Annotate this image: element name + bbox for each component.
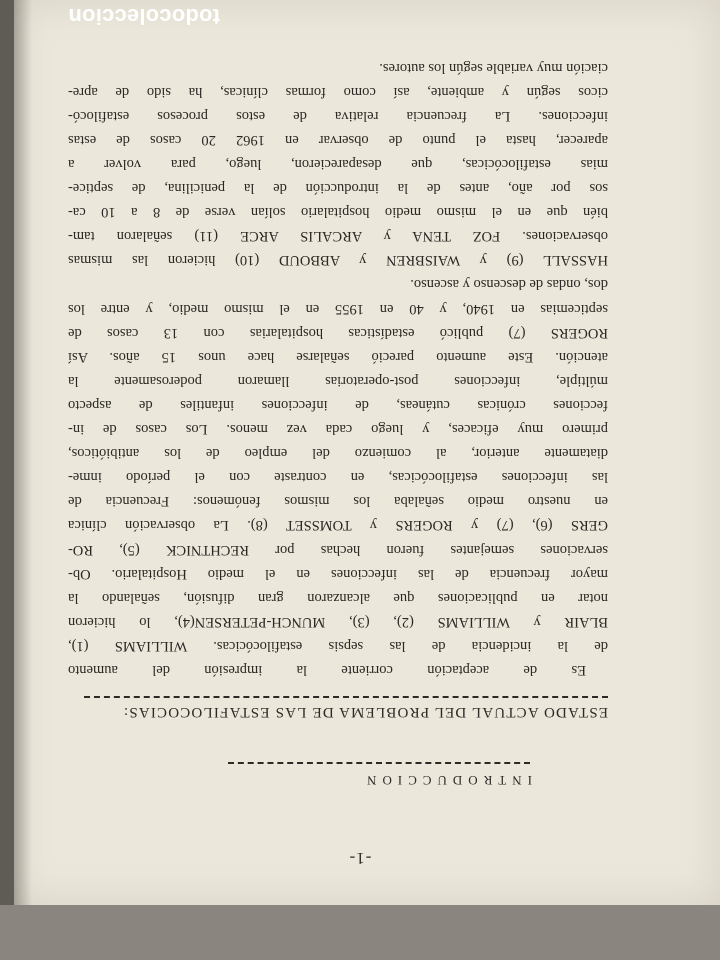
text-line: ROGERS (7) publicó estadísticas hospitalarias con 13 casos de — [68, 324, 608, 341]
text-line: fecciones crónicas cutáneas, de infecciones infantiles de aspecto — [68, 396, 608, 413]
text-line: bién que en el mismo medio hospitalario solían verse de 8 a 10 ca- — [68, 204, 608, 221]
text-line: sos por año, antes de la introducción de la penicilina, de septice- — [68, 180, 608, 197]
text-line: BLAIR y WILLIAMS (2), (3), MUNCH-PETERSEN(4), lo hicieron — [68, 613, 608, 630]
text-line: cicos según y ambiente, así como formas clínicas, ha sido de apre- — [68, 83, 608, 100]
text-line: ciación muy variable según los autores. — [379, 59, 608, 76]
text-line: dos, ondas de descenso y ascenso. — [410, 276, 608, 293]
watermark-logo: todocoleccion — [68, 4, 220, 29]
text-line: primero muy eficaces, y luego cada vez menos. Los casos de in- — [68, 421, 608, 438]
text-line: en nuestro medio señalaba los mismos fenómenos: Frecuencia de — [68, 493, 608, 510]
text-line: de la incidencia de las sepsis estafilocócicas. WILLIAMS (1), — [68, 637, 608, 654]
text-line: mayor frecuencia de las infecciones en el medio Hospitalario. Ob- — [68, 565, 608, 582]
text-line: infecciones. La frecuencia relativa de estos procesos estafilocó- — [68, 107, 608, 124]
text-line: observaciones. FOZ TENA y ARCALIS ARCE (11) señalaron tam- — [68, 228, 608, 245]
text-line: múltiple, infecciones post-operatorias llamaron poderosamente la — [68, 372, 608, 389]
page-number: -1- — [348, 849, 372, 868]
section-title: INTRODUCCION — [361, 773, 532, 788]
text-line: mias estafilocócicas, que desaparecieron, luego, para volver a — [68, 156, 608, 173]
text-line: HASSALL (9) y WAISBREN y ABBOUD (10) hicieron las mismas — [68, 252, 608, 269]
text-line: atención. Este aumento pareció señalarse hace unos 15 años. Así — [68, 348, 608, 365]
subtitle: ESTADO ACTUAL DEL PROBLEMA DE LAS ESTAFILOCOCIAS: — [122, 704, 608, 720]
text-line: diatamente anterior, al comienzo del empleo de los antibióticos, — [68, 445, 608, 462]
text-line: servaciones semejantes fueron hechas por RECHTNICK (5), RO- — [68, 541, 608, 558]
text-line: Es de aceptación corriente la impresión del aumento — [68, 662, 586, 678]
section-title-underline — [228, 759, 530, 764]
text-line: septicemias en 1940, y 40 en 1955 en el mismo medio, y entre los — [68, 300, 608, 317]
subtitle-underline — [84, 693, 608, 698]
body-paragraph — [68, 56, 608, 682]
text-line: notar en publicaciones que alcanzaron gran difusión, señalando la — [68, 589, 608, 606]
text-line: GERS (6), (7) y ROGERS y TOMSSET (8). La observación clínica — [68, 517, 608, 534]
text-line: las infecciones estafilocócicas, en contraste con el período inme- — [68, 469, 608, 486]
text-line: aparecer, hasta el punto de observar en 1962 20 casos de estas — [68, 131, 608, 148]
